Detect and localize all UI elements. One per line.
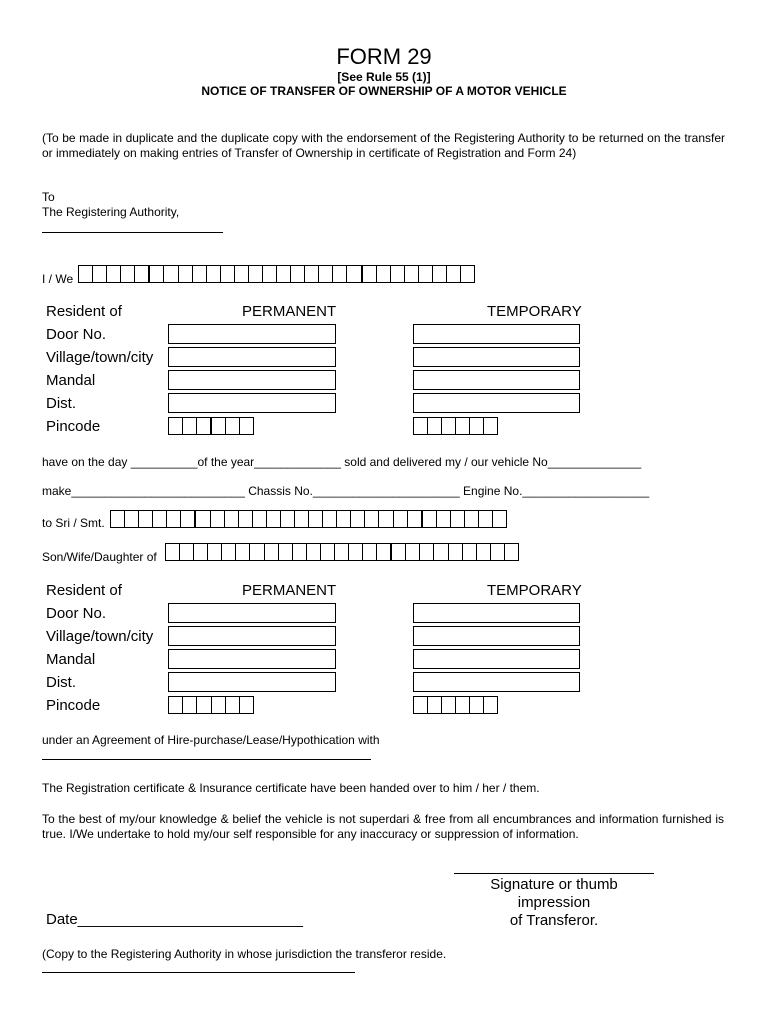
dist-label: Dist.	[46, 395, 76, 412]
temporary-village-field-2[interactable]	[413, 626, 580, 646]
mandal-label-2: Mandal	[46, 651, 96, 668]
permanent-mandal-field[interactable]	[168, 370, 336, 390]
date-field[interactable]: Date___________________________	[46, 911, 303, 928]
form-rule-reference: [See Rule 55 (1)]	[337, 70, 431, 84]
temporary-mandal-field[interactable]	[413, 370, 580, 390]
relation-label: Son/Wife/Daughter of	[42, 550, 157, 564]
to-label: To	[42, 190, 55, 204]
door-no-label: Door No.	[46, 326, 107, 343]
temporary-door-no-field[interactable]	[413, 324, 580, 344]
transferee-label: to Sri / Smt.	[42, 516, 105, 530]
sale-date-text: have on the day __________of the year_____________ sold and delivered my / our vehicle No______________	[42, 455, 642, 469]
permanent-mandal-field-2[interactable]	[168, 649, 336, 669]
agreement-text: under an Agreement of Hire-purchase/Lease/Hypothication with	[42, 733, 380, 747]
permanent-heading: PERMANENT	[242, 303, 337, 320]
temporary-village-field[interactable]	[413, 347, 580, 367]
dist-label-2: Dist.	[46, 674, 76, 691]
copy-note-line[interactable]	[42, 972, 355, 973]
instruction-text: (To be made in duplicate and the duplicate copy with the endorsement of the Registering Authority to be returned on the transfer or immediately on making entries of Transfer of Ownership in certificate of Registration and Form 24)	[42, 131, 725, 160]
signature-label-line1: Signature or thumb	[490, 876, 618, 893]
resident-of-label-2: Resident of	[46, 582, 122, 599]
permanent-heading-2: PERMANENT	[242, 582, 337, 599]
village-label-2: Village/town/city	[46, 628, 154, 645]
vehicle-details-text: make__________________________ Chassis No.______________________ Engine No.___________________	[42, 484, 650, 498]
permanent-dist-field[interactable]	[168, 393, 336, 413]
signature-label-line3: of Transferor.	[509, 912, 599, 929]
copy-note-text: (Copy to the Registering Authority in whose jurisdiction the transferor reside.	[42, 947, 447, 961]
form-heading: NOTICE OF TRANSFER OF OWNERSHIP OF A MOTOR VEHICLE	[201, 84, 567, 98]
permanent-village-field[interactable]	[168, 347, 336, 367]
permanent-door-no-field-2[interactable]	[168, 603, 336, 623]
relation-name-boxes[interactable]	[165, 543, 519, 561]
pincode-label-2: Pincode	[46, 697, 101, 714]
permanent-door-no-field[interactable]	[168, 324, 336, 344]
temporary-heading: TEMPORARY	[487, 303, 582, 320]
declaration-text: To the best of my/our knowledge & belief the vehicle is not superdari & free from all encumbrances and information furnished is true. I/We undertake to hold my/our self responsible for any inaccuracy or suppression of information.	[42, 812, 724, 841]
handover-text: The Registration certificate & Insurance certificate have been handed over to him / her / them.	[42, 781, 540, 795]
transferee-name-boxes[interactable]	[110, 510, 507, 528]
pincode-label: Pincode	[46, 418, 101, 435]
authority-label: The Registering Authority,	[42, 205, 180, 219]
agreement-party-line[interactable]	[42, 759, 371, 760]
permanent-pincode-boxes[interactable]	[168, 417, 254, 435]
temporary-pincode-boxes[interactable]	[413, 417, 498, 435]
temporary-dist-field-2[interactable]	[413, 672, 580, 692]
temporary-door-no-field-2[interactable]	[413, 603, 580, 623]
temporary-pincode-boxes-2[interactable]	[413, 696, 498, 714]
village-label: Village/town/city	[46, 349, 154, 366]
temporary-dist-field[interactable]	[413, 393, 580, 413]
signature-label-line2: impression	[517, 894, 591, 911]
temporary-mandal-field-2[interactable]	[413, 649, 580, 669]
form-title: FORM 29	[336, 44, 432, 69]
temporary-heading-2: TEMPORARY	[487, 582, 582, 599]
permanent-village-field-2[interactable]	[168, 626, 336, 646]
mandal-label: Mandal	[46, 372, 96, 389]
door-no-label-2: Door No.	[46, 605, 107, 622]
transferor-label: I / We	[42, 272, 74, 286]
signature-line[interactable]	[454, 873, 654, 874]
transferor-name-boxes[interactable]	[78, 265, 475, 283]
permanent-pincode-boxes-2[interactable]	[168, 696, 254, 714]
resident-of-label: Resident of	[46, 303, 122, 320]
permanent-dist-field-2[interactable]	[168, 672, 336, 692]
authority-name-line[interactable]	[42, 232, 223, 233]
